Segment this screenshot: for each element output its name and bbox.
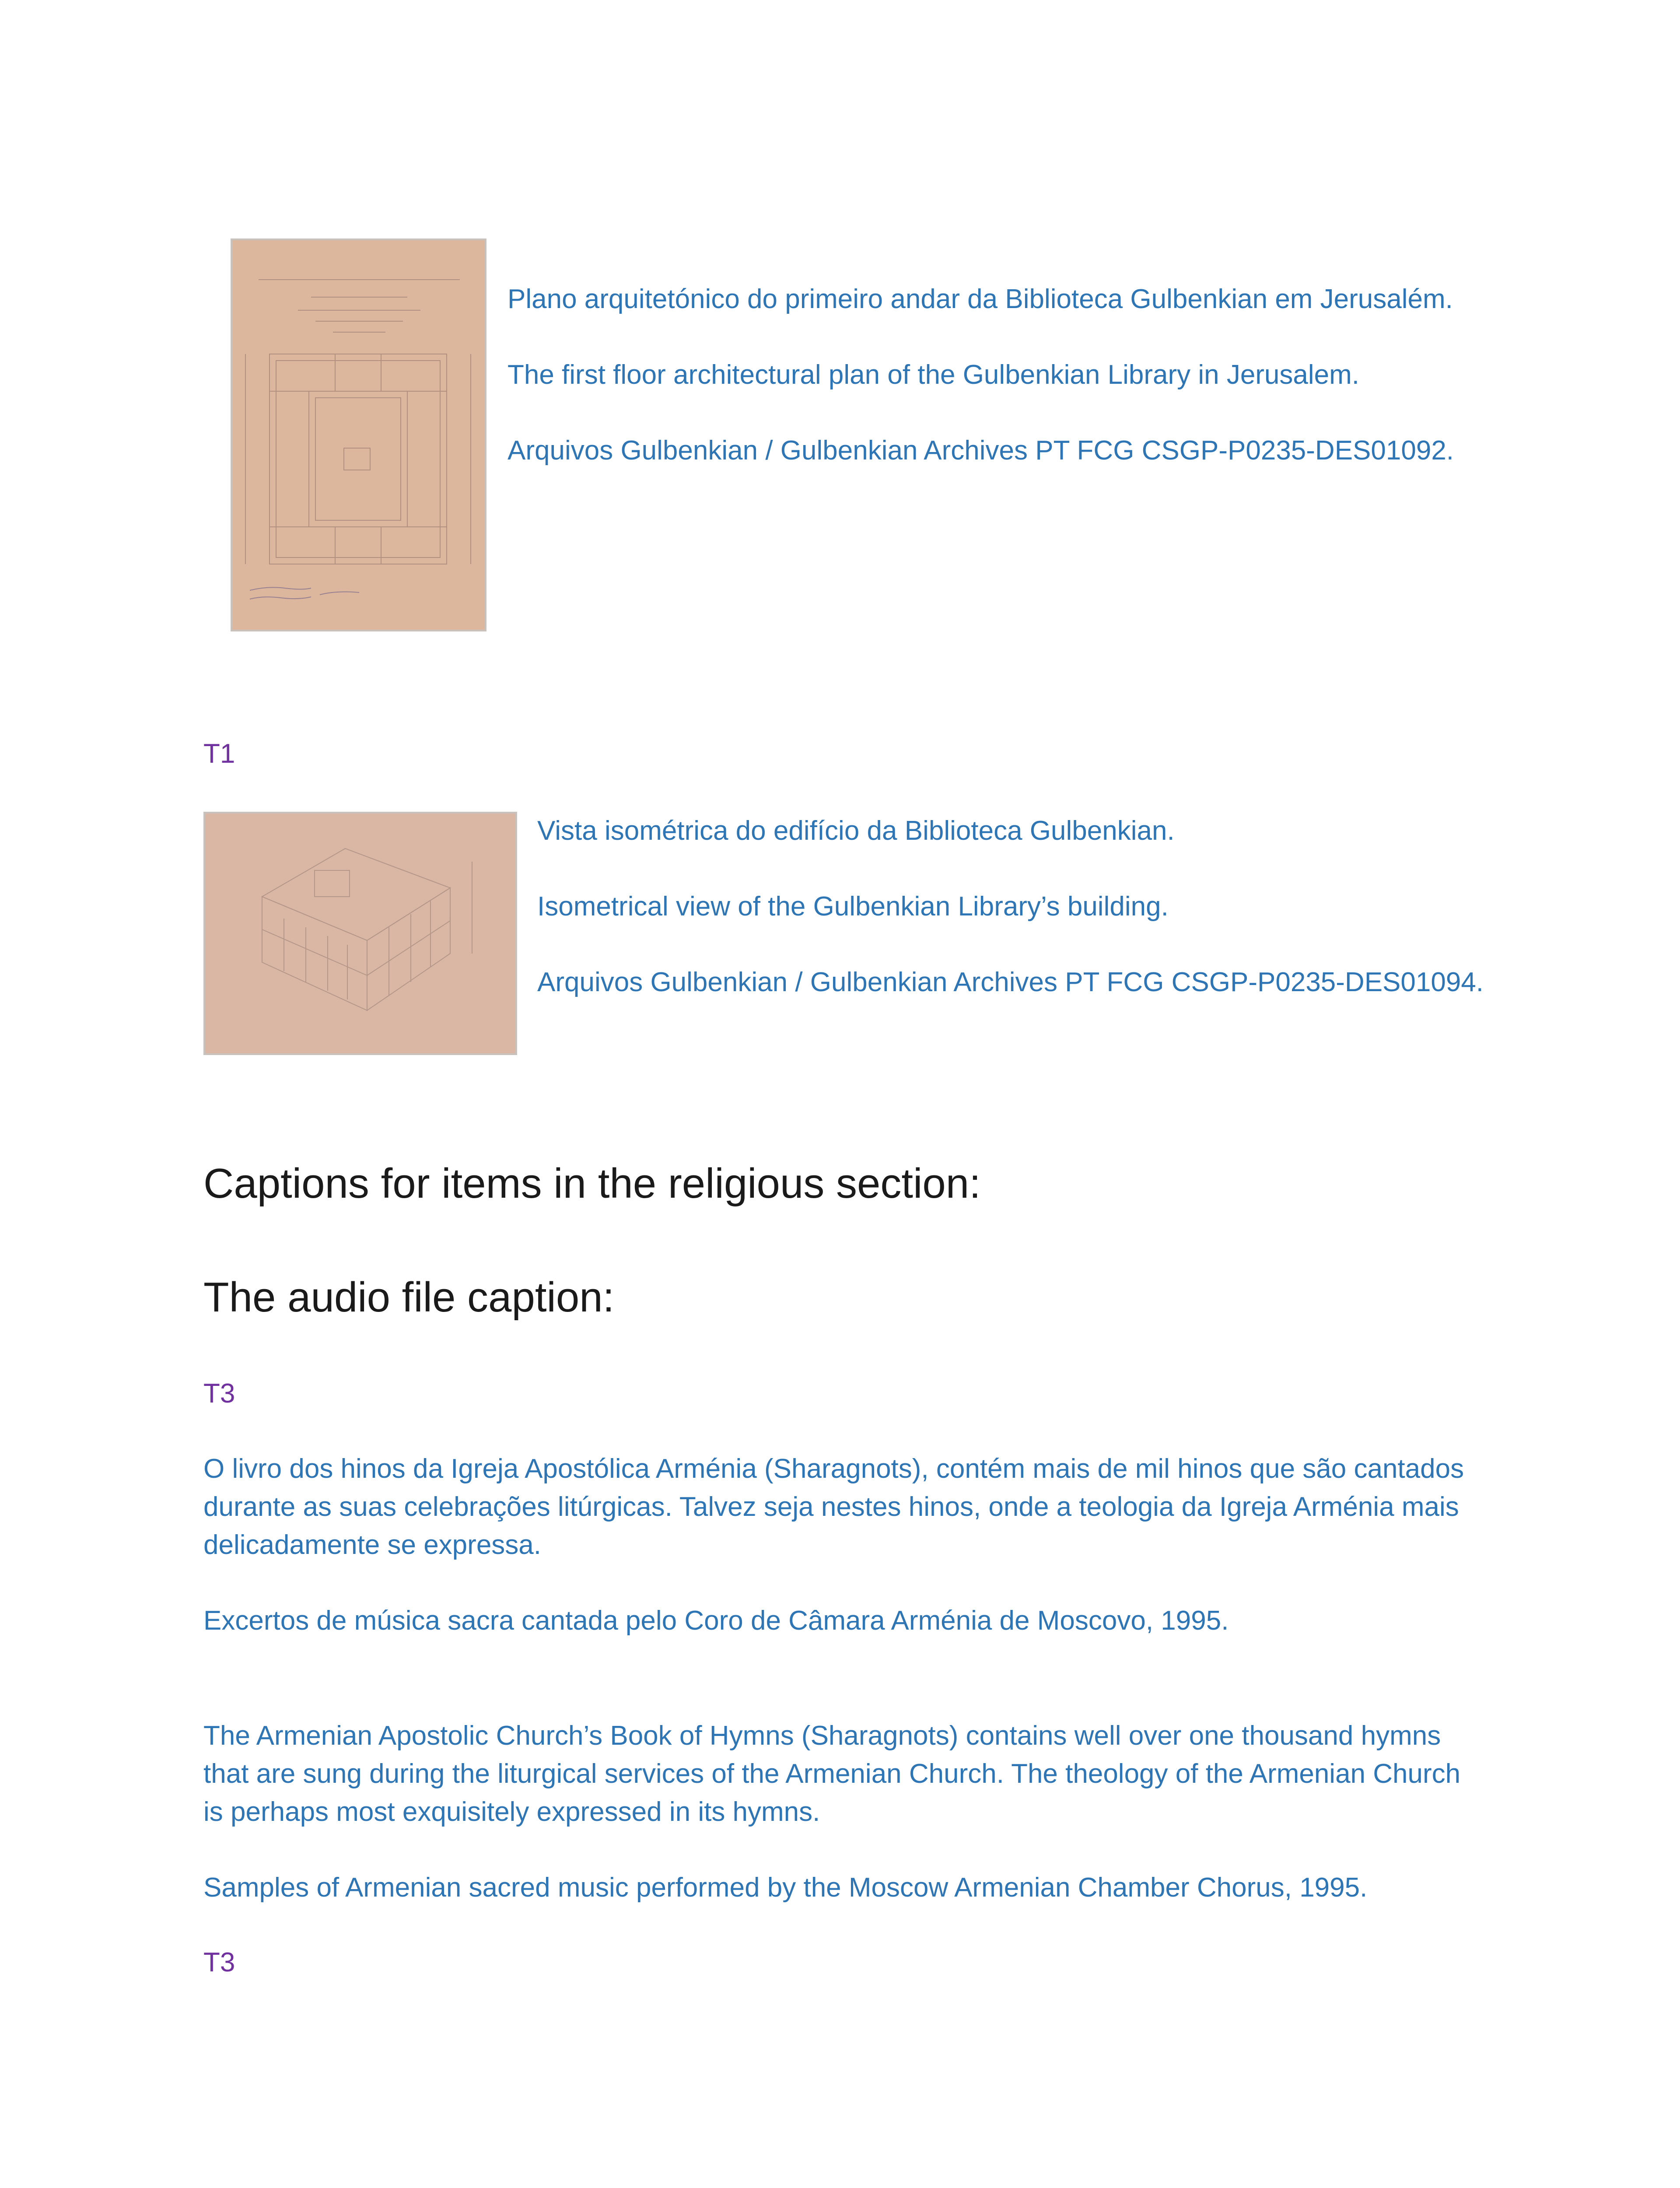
isometric-view-image xyxy=(203,812,517,1055)
floor-plan-caption-pt: Plano arquitetónico do primeiro andar da Biblioteca Gulbenkian em Jerusalém. xyxy=(508,284,1453,314)
floor-plan-drawing xyxy=(232,240,485,630)
audio-caption-en-body: The Armenian Apostolic Church’s Book of Hymns (Sharagnots) contains well over one thousand hymns that are sung during the liturgical services of the Armenian Church. The theology of the Armenian Church is perhaps most exquisitely expressed in its hymns. xyxy=(203,1721,1461,1827)
floor-plan-caption-ref: Arquivos Gulbenkian / Gulbenkian Archives PT FCG CSGP-P0235-DES01092. xyxy=(508,435,1454,466)
isometric-caption-pt: Vista isométrica do edifício da Biblioteca Gulbenkian. xyxy=(537,816,1175,846)
tag-t3-bottom: T3 xyxy=(203,1947,235,1978)
heading-religious-section: Captions for items in the religious section: xyxy=(203,1160,981,1207)
floor-plan-caption-en: The first floor architectural plan of the Gulbenkian Library in Jerusalem. xyxy=(508,360,1360,390)
tag-t3-top: T3 xyxy=(203,1378,235,1409)
heading-audio-caption: The audio file caption: xyxy=(203,1274,615,1321)
audio-caption-en-sample: Samples of Armenian sacred music performed by the Moscow Armenian Chamber Chorus, 1995. xyxy=(203,1872,1368,1903)
audio-caption-pt-body: O livro dos hinos da Igreja Apostólica Arménia (Sharagnots), contém mais de mil hinos que são cantados durante as suas celebrações litúrgicas. Talvez seja nestes hinos, onde a teologia da Igreja Arménia mais delicadamente se expressa. xyxy=(203,1454,1464,1560)
floor-plan-image xyxy=(231,238,486,631)
isometric-caption-ref: Arquivos Gulbenkian / Gulbenkian Archives PT FCG CSGP-P0235-DES01094. xyxy=(537,967,1484,997)
floor-plan-caption xyxy=(508,280,1514,470)
isometric-caption-en: Isometrical view of the Gulbenkian Library’s building. xyxy=(537,891,1169,922)
audio-caption-pt-sample: Excertos de música sacra cantada pelo Coro de Câmara Arménia de Moscovo, 1995. xyxy=(203,1606,1229,1636)
isometric-caption xyxy=(537,812,1544,1001)
isometric-drawing xyxy=(205,813,515,1053)
tag-t1: T1 xyxy=(203,739,235,769)
